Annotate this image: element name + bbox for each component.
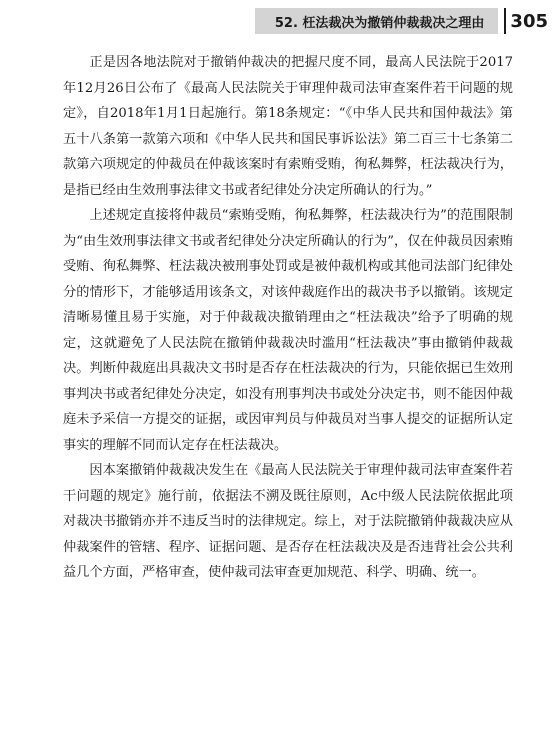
paragraph: 上述规定直接将仲裁员“索贿受贿，徇私舞弊，枉法裁决行为”的范围限制为“由生效刑事法律文书或者纪律处分决定所确认的行为”，仅在仲裁员因索贿受贿、徇私舞弊、枉法裁决被刑事处罚或是被仲裁机构或其他司法部门纪律处分的情形下，才能够适用该条文，对该仲裁庭作出的裁决书予以撤销。该规定清晰易懂且易于实施，对于仲裁裁决撤销理由之“枉法裁决”给予了明确的规定，这就避免了人民法院在撤销仲裁裁决时滥用“枉法裁决”事由撤销仲裁裁决。判断仲裁庭出具裁决文书时是否存在枉法裁决的行为，只能依据已生效刑事判决书或者纪律处分决定，如没有刑事判决书或处分决定书，则不能因仲裁庭未予采信一方提交的证据，或因审判员与仲裁员对当事人提交的证据所认定事实的理解不同而认定存在枉法裁决。 xyxy=(63,208,513,453)
body-text xyxy=(63,50,513,586)
paragraph: 因本案撤销仲裁裁决发生在《最高人民法院关于审理仲裁司法审查案件若干问题的规定》施行前，依据法不溯及既往原则，Ac中级人民法院依据此项对裁决书撤销亦并不违反当时的法律规定。综上，对于法院撤销仲裁裁决应从仲裁案件的管辖、程序、证据问题、是否存在枉法裁决及是否违背社会公共利益几个方面，严格审查，使仲裁司法审查更加规范、科学、明确、统一。 xyxy=(63,463,513,580)
chapter-title: 52. 枉法裁决为撤销仲裁裁决之理由 xyxy=(255,8,499,34)
paragraph: 正是因各地法院对于撤销仲裁决的把握尺度不同，最高人民法院于2017年12月26日公布了《最高人民法院关于审理仲裁司法审查案件若干问题的规定》，自2018年1月1日起施行。第18条规定：“《中华人民共和国仲裁法》第五十八条第一款第六项和《中华人民共和国民事诉讼法》第二百三十七条第二款第六项规定的仲裁员在仲裁该案时有索贿受贿，徇私舞弊，枉法裁决行为，是指已经由生效刑事法律文书或者纪律处分决定所确认的行为。” xyxy=(63,55,513,198)
page-number: 305 xyxy=(510,10,548,32)
header-divider xyxy=(504,8,506,34)
running-header xyxy=(255,8,548,34)
